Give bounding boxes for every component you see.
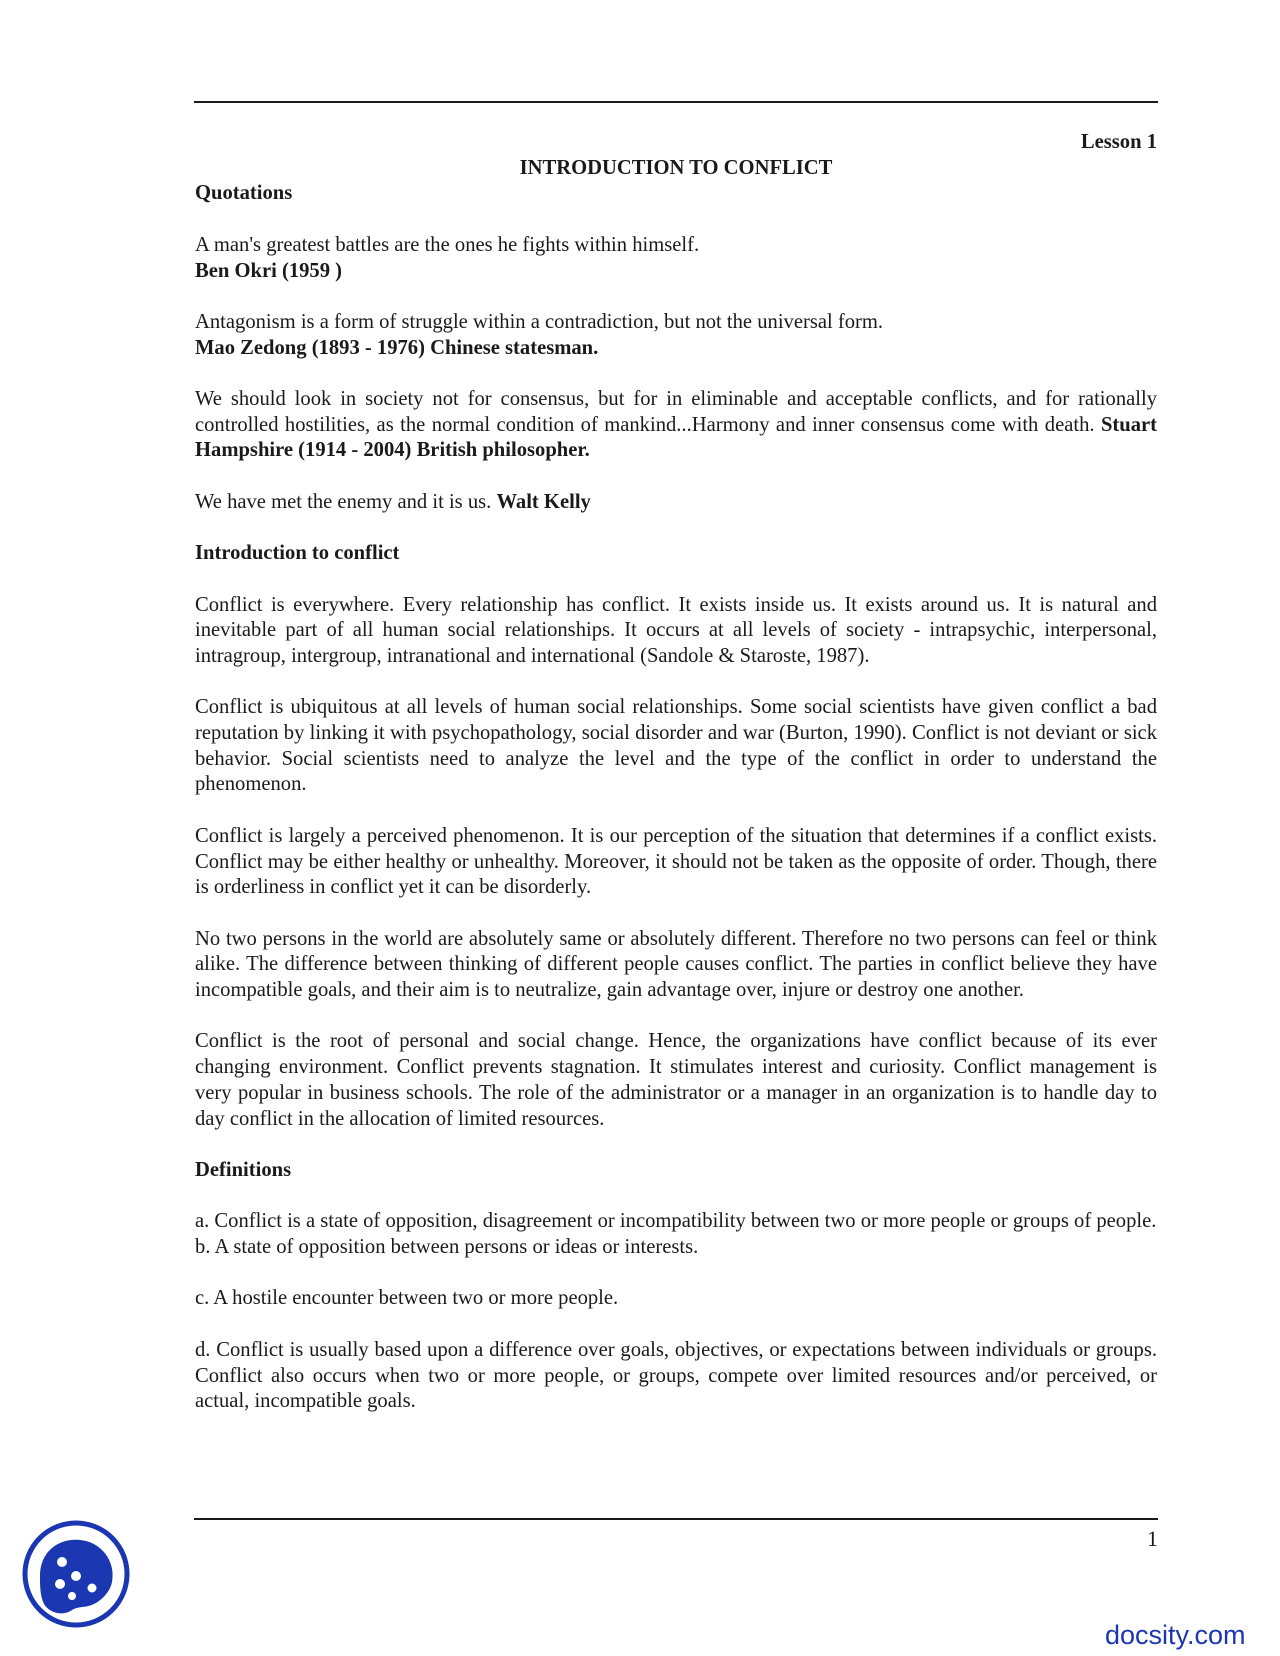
definition-b: b. A state of opposition between persons or ideas or interests. <box>195 1236 699 1259</box>
intro-paragraph-3: Conflict is largely a perceived phenomenon. It is our perception of the situation that determines if a conflict exists. Conflict may be either healthy or unhealthy. Moreover, it should not be taken as the opposite of order. Though, there is orderliness in conflict yet it can be disorderly. <box>195 824 1157 899</box>
docsity-brand-link[interactable]: docsity.com <box>1105 1620 1246 1650</box>
docsity-logo-icon[interactable] <box>20 1518 132 1630</box>
introduction-heading: Introduction to conflict <box>195 542 400 565</box>
quote-1-text: A man's greatest battles are the ones he fights within himself. <box>195 233 700 256</box>
quote-1-author: Ben Okri (1959 ) <box>195 259 343 282</box>
quote-3 <box>195 387 1157 464</box>
definitions-heading: Definitions <box>195 1158 292 1181</box>
intro-paragraph-5: Conflict is the root of personal and social change. Hence, the organizations have conflict because of its ever changing environment. Conflict prevents stagnation. It stimulates interest and curiosity. Conflict management is very popular in business schools. The role of the administrator or a manager in an organization is to handle day to day conflict in the allocation of limited resources. <box>195 1030 1157 1130</box>
definition-d: d. Conflict is usually based upon a difference over goals, objectives, or expectations between individuals or groups. Conflict also occurs when two or more people, or groups, compete over limited resources and/or perceived, or actual, incompatible goals. <box>195 1338 1157 1413</box>
lesson-label: Lesson 1 <box>1080 131 1157 153</box>
bottom-rule <box>194 1518 1158 1520</box>
quote-3-author: Stuart Hampshire (1914 - 2004) British philosopher. <box>195 413 1157 462</box>
page-number: 1 <box>1147 1526 1158 1551</box>
quotations-heading: Quotations <box>195 182 293 205</box>
page-title: INTRODUCTION TO CONFLICT <box>519 156 833 179</box>
intro-paragraph-2: Conflict is ubiquitous at all levels of human social relationships. Some social scientists have given conflict a bad reputation by linking it with psychopathology, social disorder and war (Burton, 1990). Conflict is not deviant or sick behavior. Social scientists need to analyze the level and the type of the conflict in order to understand the phenomenon. <box>195 696 1157 796</box>
intro-paragraph-1: Conflict is everywhere. Every relationship has conflict. It exists inside us. It exists around us. It is natural and inevitable part of all human social relationships. It occurs at all levels of society - intrapsychic, interpersonal, intragroup, intergroup, intranational and international (Sandole & Staroste, 1987). <box>195 593 1157 667</box>
definition-a: a. Conflict is a state of opposition, disagreement or incompatibility between two or more people or groups of people. <box>195 1210 1157 1233</box>
quote-4 <box>195 490 1157 516</box>
quote-1 <box>195 233 1157 259</box>
intro-paragraph-4: No two persons in the world are absolutely same or absolutely different. Therefore no two persons can feel or think alike. The difference between thinking of different people causes conflict. The parties in conflict believe they have incompatible goals, and their aim is to neutralize, gain advantage over, injure or destroy one another. <box>195 927 1157 1002</box>
definition-c: c. A hostile encounter between two or more people. <box>195 1287 619 1310</box>
quote-2-author: Mao Zedong (1893 - 1976) Chinese statesman. <box>195 336 599 359</box>
quote-4-text: We have met the enemy and it is us. <box>195 490 497 513</box>
quote-4-author: Walt Kelly <box>496 490 591 513</box>
quote-2-text: Antagonism is a form of struggle within a contradiction, but not the universal form. <box>195 310 884 333</box>
quote-3-text: We should look in society not for consensus, but for in eliminable and acceptable conflicts, and for rationally controlled hostilities, as the normal condition of mankind...Harmony and inner consensus come with death. <box>195 387 1157 436</box>
quote-2 <box>195 310 1157 336</box>
top-rule <box>194 101 1158 103</box>
document-body <box>195 130 1157 1415</box>
